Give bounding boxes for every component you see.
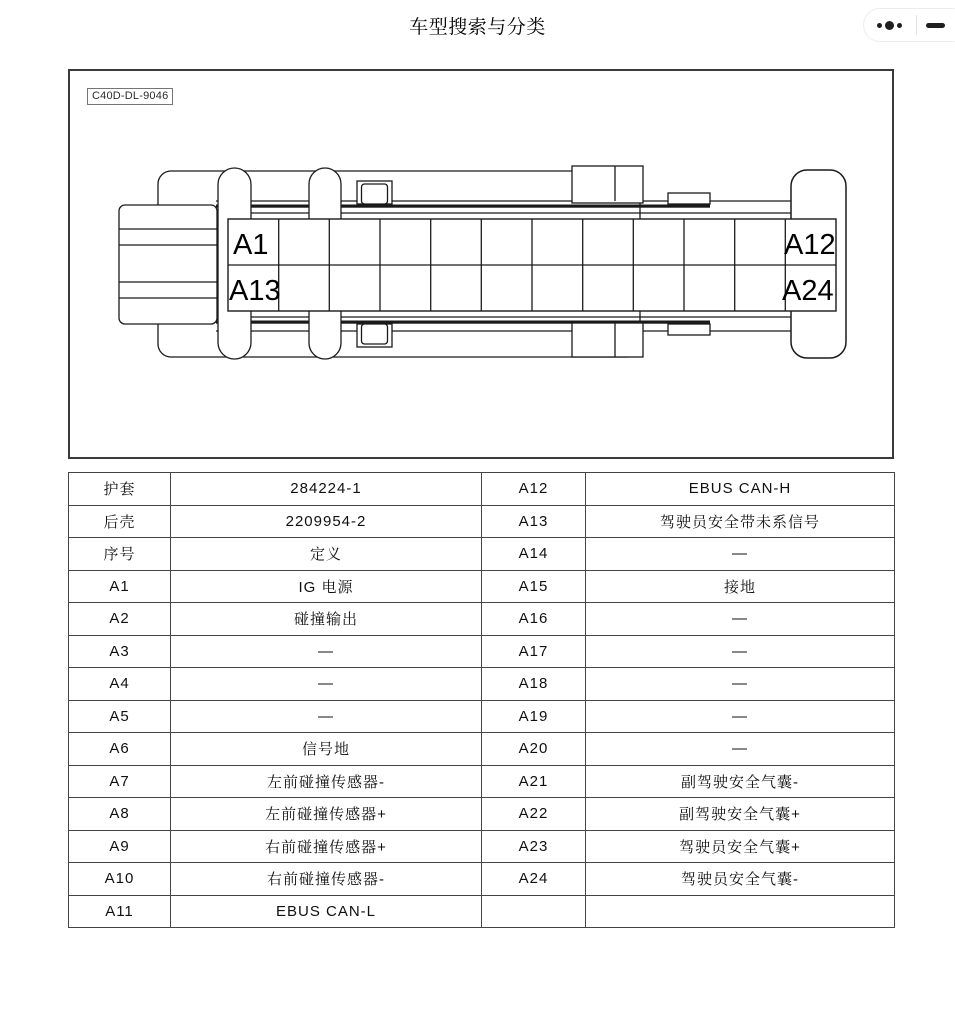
pin-cell: [482, 895, 586, 928]
connector-part-number: C40D-DL-9046: [87, 88, 173, 105]
pin-label-a13: A13: [229, 275, 281, 307]
more-dots-icon: [877, 21, 902, 30]
definition-cell: 信号地: [171, 733, 482, 766]
pin-label-a1: A1: [233, 229, 269, 261]
definition-cell: —: [586, 668, 895, 701]
pin-cell: 护套: [69, 473, 171, 506]
definition-cell: 右前碰撞传感器+: [171, 830, 482, 863]
table-row: [69, 538, 895, 571]
table-row: [69, 668, 895, 701]
pin-cell: A15: [482, 570, 586, 603]
pin-cell: A14: [482, 538, 586, 571]
definition-cell: 副驾驶安全气囊-: [586, 765, 895, 798]
definition-cell: [586, 895, 895, 928]
connector-diagram-panel: [68, 69, 894, 459]
pin-cell: A18: [482, 668, 586, 701]
definition-cell: 副驾驶安全气囊+: [586, 798, 895, 831]
pin-cell: A23: [482, 830, 586, 863]
pin-cell: A4: [69, 668, 171, 701]
table-row: [69, 700, 895, 733]
pin-label-a12: A12: [784, 229, 836, 261]
definition-cell: —: [586, 603, 895, 636]
pin-cell: A11: [69, 895, 171, 928]
definition-cell: EBUS CAN-H: [586, 473, 895, 506]
connector-drawing: [70, 71, 892, 457]
definition-cell: 左前碰撞传感器-: [171, 765, 482, 798]
pin-cell: A10: [69, 863, 171, 896]
pin-cell: A21: [482, 765, 586, 798]
definition-cell: 左前碰撞传感器+: [171, 798, 482, 831]
definition-cell: —: [171, 668, 482, 701]
table-row: [69, 733, 895, 766]
pin-table-body: [69, 473, 895, 928]
pin-definition-table: [68, 472, 895, 928]
definition-cell: 碰撞输出: [171, 603, 482, 636]
definition-cell: —: [171, 700, 482, 733]
definition-cell: EBUS CAN-L: [171, 895, 482, 928]
definition-cell: —: [586, 733, 895, 766]
minimize-icon: [926, 23, 945, 28]
pin-cell: A9: [69, 830, 171, 863]
pin-cell: A13: [482, 505, 586, 538]
table-row: [69, 863, 895, 896]
pin-cell: A12: [482, 473, 586, 506]
pin-cell: A16: [482, 603, 586, 636]
pin-cell: A19: [482, 700, 586, 733]
pin-cell: A8: [69, 798, 171, 831]
definition-cell: 驾驶员安全带未系信号: [586, 505, 895, 538]
pin-cell: A7: [69, 765, 171, 798]
app-header: [0, 0, 955, 48]
table-row: [69, 798, 895, 831]
table-row: [69, 895, 895, 928]
pin-cell: A1: [69, 570, 171, 603]
definition-cell: —: [586, 700, 895, 733]
definition-cell: 284224-1: [171, 473, 482, 506]
definition-cell: 右前碰撞传感器-: [171, 863, 482, 896]
definition-cell: 2209954-2: [171, 505, 482, 538]
pin-cell: A20: [482, 733, 586, 766]
table-row: [69, 830, 895, 863]
pin-cell: A6: [69, 733, 171, 766]
definition-cell: 驾驶员安全气囊+: [586, 830, 895, 863]
pin-cell: A3: [69, 635, 171, 668]
definition-cell: —: [586, 538, 895, 571]
table-row: [69, 603, 895, 636]
pin-label-a24: A24: [782, 275, 834, 307]
definition-cell: 接地: [586, 570, 895, 603]
table-row: [69, 635, 895, 668]
table-row: [69, 765, 895, 798]
definition-cell: —: [586, 635, 895, 668]
pin-cell: 后壳: [69, 505, 171, 538]
table-row: [69, 570, 895, 603]
pin-cell: 序号: [69, 538, 171, 571]
more-button[interactable]: [864, 9, 916, 41]
pin-cell: A17: [482, 635, 586, 668]
definition-cell: —: [171, 635, 482, 668]
pin-cell: A22: [482, 798, 586, 831]
page-title: 车型搜索与分类: [409, 17, 546, 38]
pin-cell: A24: [482, 863, 586, 896]
definition-cell: 定义: [171, 538, 482, 571]
table-row: [69, 473, 895, 506]
capsule-menu: [863, 8, 955, 42]
definition-cell: IG 电源: [171, 570, 482, 603]
definition-cell: 驾驶员安全气囊-: [586, 863, 895, 896]
minimize-button[interactable]: [917, 9, 955, 41]
pin-cell: A5: [69, 700, 171, 733]
pin-cell: A2: [69, 603, 171, 636]
table-row: [69, 505, 895, 538]
